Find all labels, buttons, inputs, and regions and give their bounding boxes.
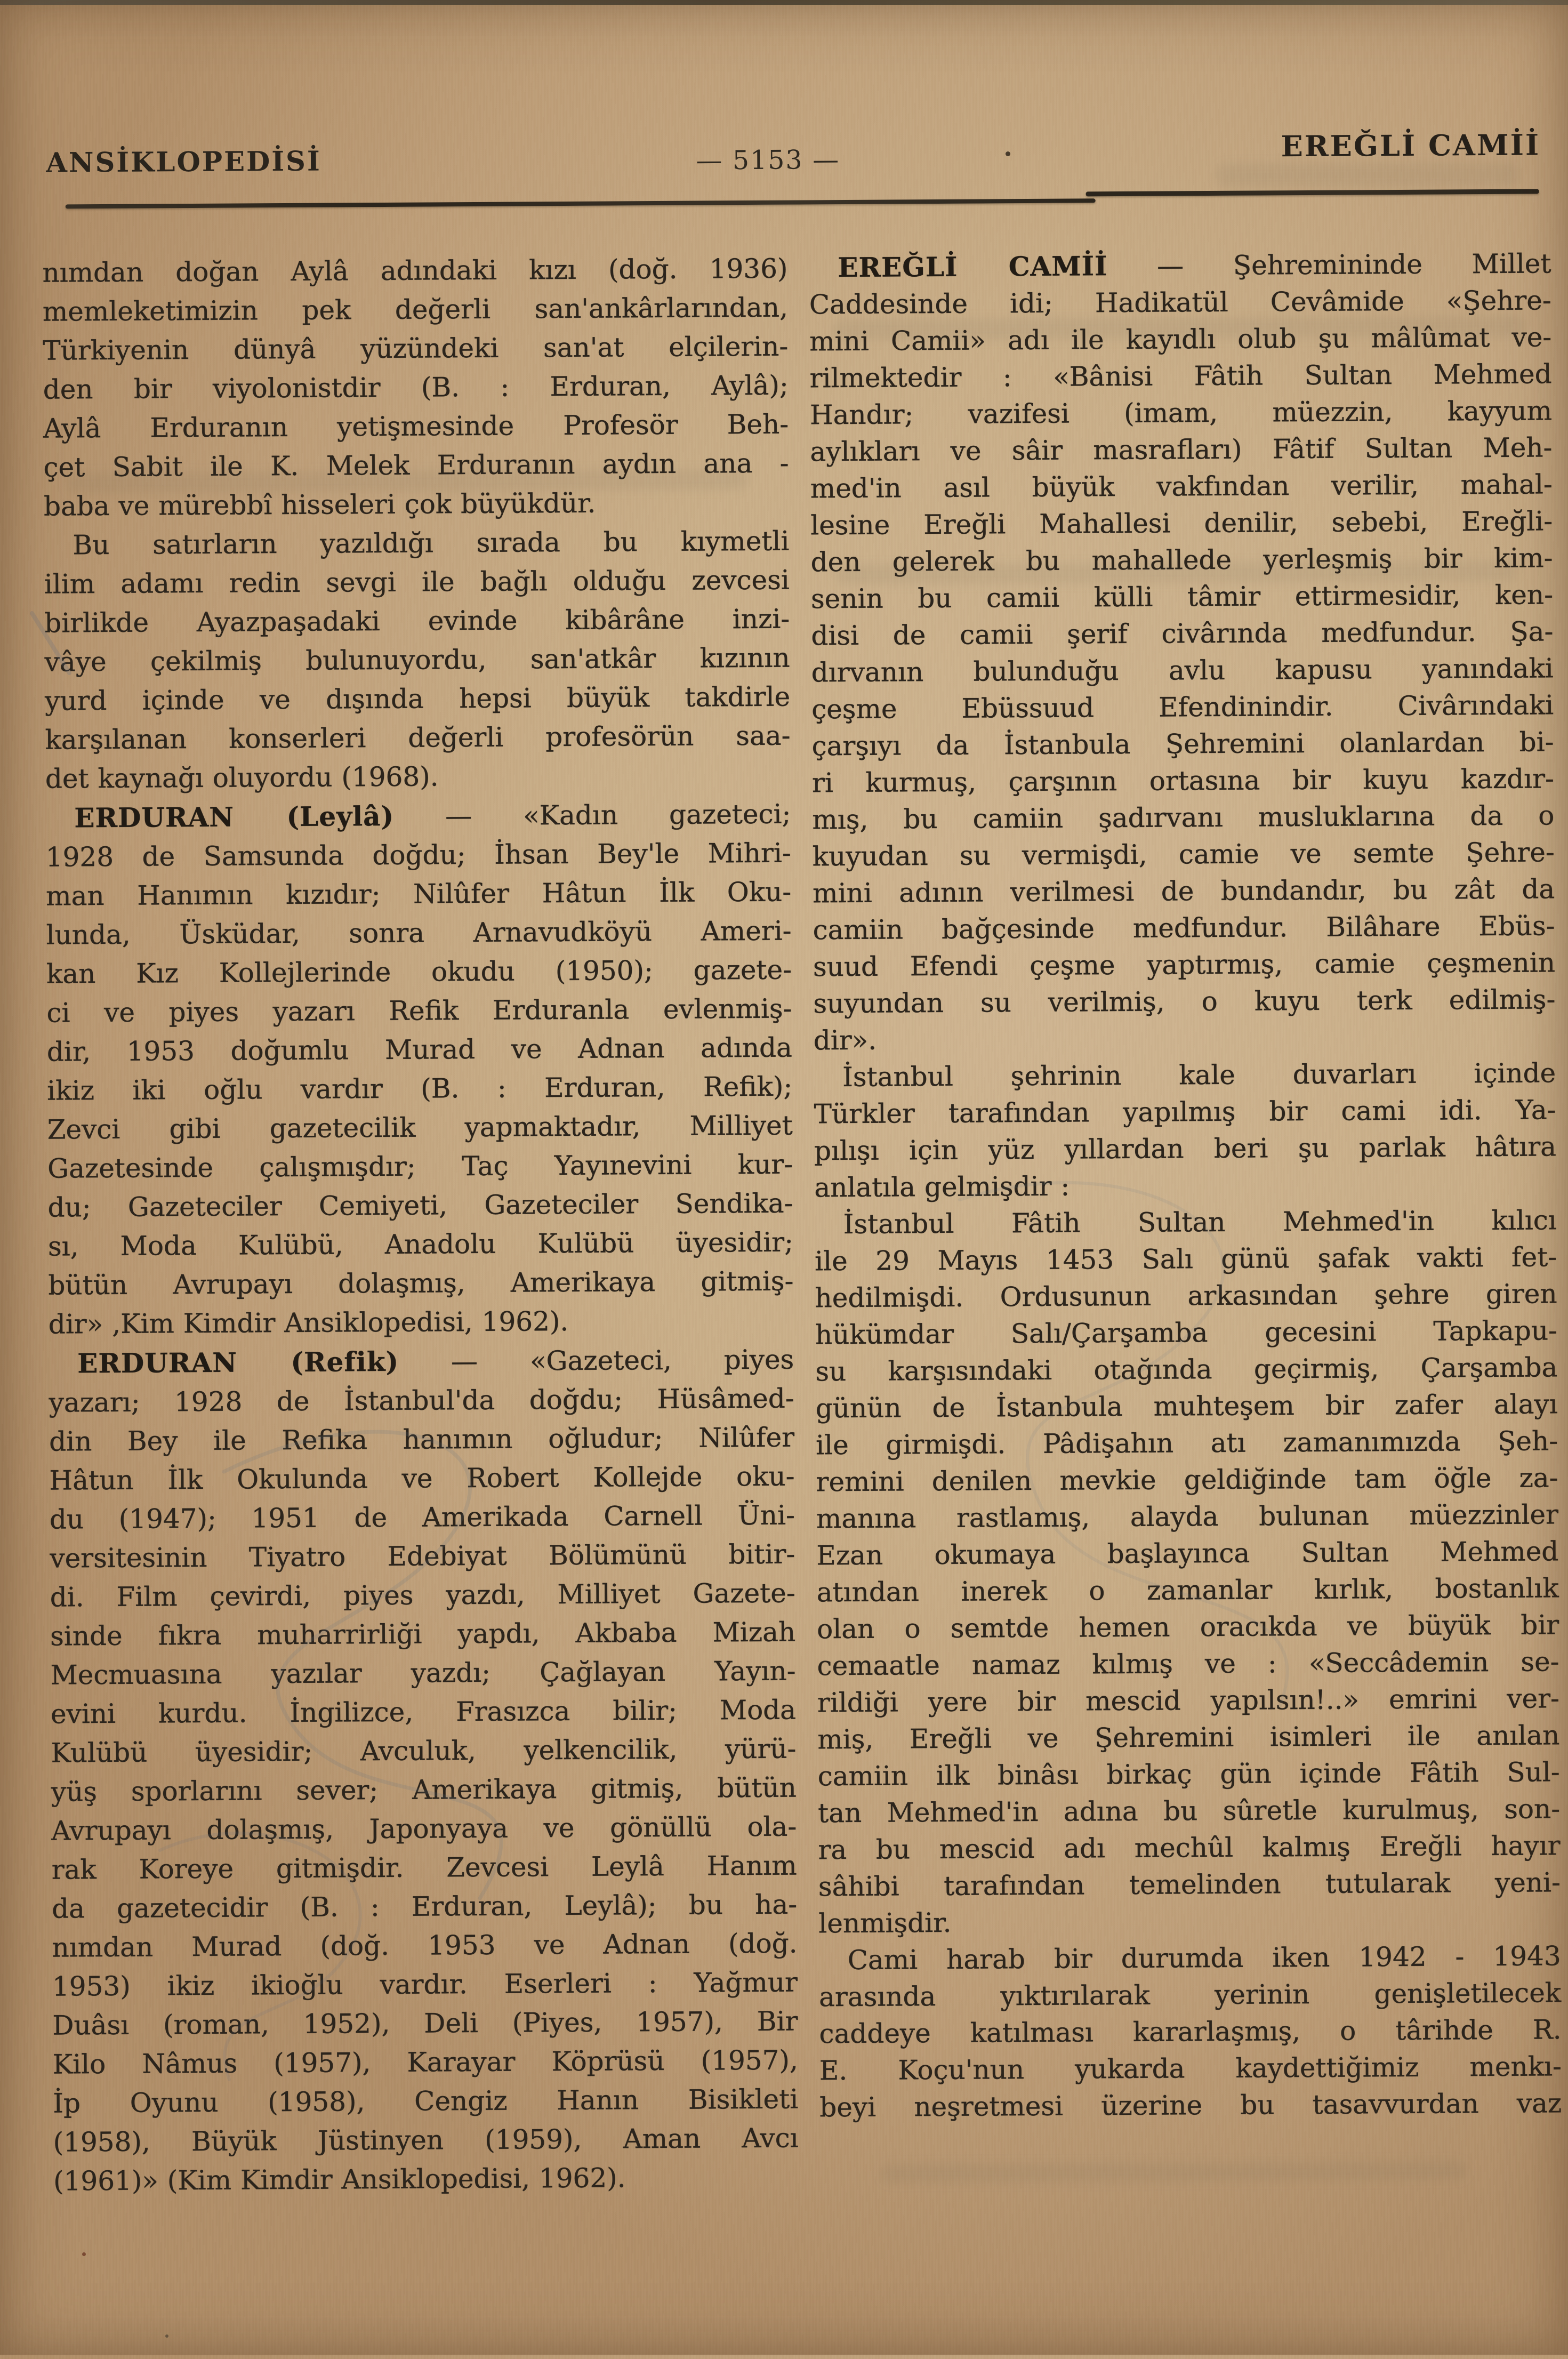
text-line: çarşıyı da İstanbula Şehremini olanlardan bi-	[811, 726, 1554, 762]
text-line: med'in asıl büyük vakfından verilir, mahal-	[810, 469, 1553, 504]
text-line: EREĞLİ CAMİİ — Şehremininde Millet	[838, 248, 1551, 284]
text-line: dir, 1953 doğumlu Murad ve Adnan adında	[46, 1032, 793, 1068]
text-line: hedilmişdi. Ordusunun arkasından şehre giren	[815, 1278, 1557, 1314]
text-line: su karşısındaki otağında geçirmiş, Çarşamba	[815, 1352, 1558, 1387]
text-line: din Bey ile Refika hanımın oğludur; Nilûfer	[49, 1422, 795, 1457]
text-line: yurd içinde ve dışında hepsi büyük takdirle	[44, 681, 791, 717]
text-line: lunda, Üsküdar, sonra Arnavudköyü Ameri-	[46, 915, 792, 951]
text-line: olan o semtde hemen oracıkda ve büyük bir	[816, 1609, 1559, 1645]
text-line: dir».	[813, 1024, 877, 1056]
text-line: caddeye katılması kararlaşmış, o târihde R.	[819, 2014, 1562, 2050]
text-line: 1953) ikiz ikioğlu vardır. Eserleri : Yağmur	[52, 1967, 798, 2002]
text-line: dırvanın bulunduğu avlu kapusu yanındaki	[811, 653, 1554, 688]
text-line: ilim adamı redin sevgi ile bağlı olduğu zevcesi	[44, 564, 790, 600]
text-line: Zevci gibi gazetecilik yapmaktadır, Milliyet	[47, 1110, 793, 1145]
paragraph	[45, 795, 794, 1344]
text-line: bütün Avrupayı dolaşmış, Amerikaya gitmiş-	[48, 1265, 794, 1301]
paragraph	[819, 1938, 1562, 2126]
header-rule-right-segment	[1086, 189, 1539, 196]
text-line: tan Mehmed'in adına bu sûretle kurulmuş, son-	[817, 1793, 1561, 1829]
text-line: Avrupayı dolaşmış, Japonyaya ve gönüllü ola-	[51, 1811, 797, 1847]
paragraph	[809, 245, 1556, 1059]
text-line: lesine Ereğli Mahallesi denilir, sebebi, Ereğli-	[810, 505, 1553, 541]
text-line: pılışı için yüz yıllardan beri şu parlak hâtıra	[814, 1131, 1557, 1167]
text-line: günün de İstanbula muhteşem bir zafer alayı	[815, 1389, 1558, 1424]
text-line: ERDURAN (Leylâ) — «Kadın gazeteci;	[74, 798, 791, 834]
text-line: Duâsı (roman, 1952), Deli (Piyes, 1957), Bir	[52, 2005, 798, 2041]
text-line: sinde fıkra muharrirliği yapdı, Akbaba Mizah	[50, 1616, 796, 1652]
text-line: Cami harab bir durumda iken 1942 - 1943	[847, 1940, 1561, 1976]
text-line: baba ve mürebbî hisseleri çok büyükdür.	[43, 487, 596, 522]
ink-speck	[82, 2252, 86, 2256]
text-line: çeşme Ebüssuud Efendinindir. Civârındaki	[811, 689, 1554, 725]
text-line: di. Film çevirdi, piyes yazdı, Milliyet Gazete-	[50, 1577, 795, 1613]
text-line: beyi neşretmesi üzerine bu tasavvurdan vaz	[819, 2088, 1562, 2123]
text-line: yazarı; 1928 de İstanbul'da doğdu; Hüsâmed-	[49, 1383, 794, 1418]
text-line: ikiz iki oğlu vardır (B. : Erduran, Refik);	[47, 1071, 793, 1106]
text-line: du (1947); 1951 de Amerikada Carnell Üni-	[49, 1499, 795, 1535]
text-line: anlatıla gelmişdir :	[814, 1170, 1070, 1203]
text-line: E. Koçu'nun yukarda kaydettiğimiz menkı-	[819, 2051, 1562, 2087]
text-line: Türkler tarafından yapılmış bir cami idi. Ya-	[814, 1094, 1556, 1130]
text-line: ri kurmuş, çarşının ortasına bir kuyu kazdır-	[811, 763, 1555, 799]
text-line: (1958), Büyük Jüstinyen (1959), Aman Avcı	[53, 2122, 799, 2158]
text-line: karşılanan konserleri değerli profesörün saa-	[45, 720, 791, 756]
paragraph	[814, 1055, 1557, 1206]
text-line: remini denilen mevkie geldiğinde tam öğle za-	[816, 1462, 1558, 1498]
text-line: camiin ilk binâsı birkaç gün içinde Fâtih Sul-	[817, 1756, 1560, 1792]
text-line: İstanbul şehrinin kale duvarları içinde	[842, 1057, 1556, 1093]
text-line: mini Camii» adı ile kayıdlı olub şu mâlûmat ve-	[809, 322, 1552, 357]
text-line: suyundan su verilmiş, o kuyu terk edilmiş-	[813, 984, 1556, 1020]
text-line: Mecmuasına yazılar yazdı; Çağlayan Yayın-	[50, 1655, 796, 1691]
text-line: (1961)» (Kim Kimdir Ansiklopedisi, 1962).	[53, 2162, 626, 2197]
text-line: den bir viyolonistdir (B. : Erduran, Aylâ);	[43, 370, 789, 405]
text-line: memleketimizin pek değerli san'ankârlarından,	[42, 292, 789, 327]
text-line: cemaatle namaz kılmış ve : «Seccâdemin se-	[817, 1646, 1559, 1682]
text-line: disi de camii şerif civârında medfundur. Şa-	[811, 616, 1554, 652]
text-line: sı, Moda Kulübü, Anadolu Kulübü üyesidir;	[47, 1226, 794, 1262]
text-line: arasında yıktırılarak yerinin genişletilecek	[818, 1977, 1562, 2013]
paragraph	[815, 1202, 1561, 1942]
text-line: du; Gazeteciler Cemiyeti, Gazeteciler Sendika-	[47, 1187, 793, 1223]
text-line: aylıkları ve sâir masrafları) Fâtif Sultan Meh-	[810, 432, 1553, 468]
text-line: ci ve piyes yazarı Refik Erduranla evlenmiş-	[46, 993, 792, 1029]
text-line: Gazetesinde çalışmışdır; Taç Yayınevini kur-	[47, 1149, 793, 1184]
text-line: Aylâ Erduranın yetişmesinde Profesör Beh-	[43, 408, 789, 444]
text-line: manına rastlamış, alayda bulunan müezzinler	[816, 1499, 1559, 1535]
ink-bleed-mark	[881, 2161, 1467, 2183]
running-header-article: EREĞLİ CAMİİ	[1281, 127, 1541, 164]
text-line: İp Oyunu (1958), Cengiz Hanın Bisikleti	[53, 2083, 799, 2119]
text-line: den gelerek bu mahallede yerleşmiş bir kim-	[810, 542, 1553, 578]
text-line: rilmektedir : «Bânisi Fâtih Sultan Mehmed	[809, 358, 1552, 394]
header-rule-left-segment	[66, 198, 1096, 208]
running-header-publication: ANSİKLOPEDİSİ	[46, 145, 321, 179]
paragraph	[42, 250, 789, 526]
text-line: atından inerek o zamanlar kırlık, bostanlık	[816, 1572, 1559, 1608]
text-line: versitesinin Tiyatro Edebiyat Bölümünü bitir-	[50, 1538, 795, 1574]
text-line: hükümdar Salı/Çarşamba gecesini Tapkapu-	[815, 1315, 1558, 1351]
text-line: Bu satırların yazıldığı sırada bu kıymetli	[73, 525, 790, 561]
text-line: ile 29 Mayıs 1453 Salı günü şafak vakti fet-	[815, 1241, 1557, 1277]
text-line: Ezan okumaya başlayınca Sultan Mehmed	[816, 1536, 1559, 1571]
text-line: Handır; vazifesi (imam, müezzin, kayyum	[809, 395, 1553, 431]
text-line: ile girmişdi. Pâdişahın atı zamanımızda Şeh-	[815, 1425, 1558, 1461]
text-line: yüş sporlarını sever; Amerikaya gitmiş, bütün	[51, 1772, 797, 1808]
text-line: senin bu camii külli tâmir ettirmesidir, ken-	[810, 579, 1554, 615]
text-line: evini kurdu. İngilizce, Frasızca bilir; Moda	[50, 1694, 797, 1730]
text-line: kuyudan su vermişdi, camie ve semte Şehre-	[812, 837, 1555, 872]
text-line: det kaynağı oluyordu (1968).	[45, 761, 439, 795]
text-line: suud Efendi çeşme yaptırmış, camie çeşmenin	[813, 947, 1556, 983]
text-line: lenmişdir.	[818, 1907, 952, 1939]
text-line: Kulübü üyesidir; Avculuk, yelkencilik, yürü-	[51, 1733, 797, 1769]
text-line: rildiği yere bir mescid yapılsın!..» emrini ver-	[817, 1683, 1560, 1719]
paragraph	[44, 522, 791, 799]
ink-bleed-mark	[1216, 162, 1519, 188]
text-line: da gazetecidir (B. : Erduran, Leylâ); bu ha-	[51, 1889, 798, 1924]
text-line: kan Kız Kollejlerinde okudu (1950); gazete-	[46, 954, 792, 990]
entry-term: EREĞLİ CAMİİ	[838, 250, 1108, 284]
text-line: Türkiyenin dünyâ yüzündeki san'at elçilerin-	[43, 331, 789, 366]
text-line: Kilo Nâmus (1957), Karayar Köprüsü (1957),	[52, 2044, 798, 2080]
ink-speck	[1006, 151, 1010, 156]
text-line: mini adının verilmesi de bundandır, bu zât da	[813, 873, 1555, 909]
text-line: İstanbul Fâtih Sultan Mehmed'in kılıcı	[843, 1205, 1557, 1240]
text-line: çet Sabit ile K. Melek Erduranın aydın ana -	[43, 447, 789, 483]
text-column-right	[809, 245, 1562, 2126]
text-line: nımdan doğan Aylâ adındaki kızı (doğ. 1936)	[42, 253, 788, 288]
text-line: ERDURAN (Refik) — «Gazeteci, piyes	[77, 1344, 794, 1379]
text-line: ra bu mescid adı mechûl kalmış Ereğli hayır	[818, 1830, 1561, 1866]
text-line: miş, Ereğli ve Şehremini isimleri ile anılan	[817, 1720, 1560, 1755]
text-line: Hâtun İlk Okulunda ve Robert Kollejde oku-	[49, 1461, 795, 1496]
text-column-left	[42, 250, 799, 2201]
text-line: mış, bu camiin şadırvanı musluklarına da o	[812, 800, 1555, 836]
text-line: camiin bağçesinde medfundur. Bilâhare Ebüs-	[813, 910, 1555, 946]
text-line: 1928 de Samsunda doğdu; İhsan Bey'le Mihri-	[45, 837, 791, 873]
text-line: dir» ,Kim Kimdir Ansiklopedisi, 1962).	[48, 1305, 569, 1340]
text-line: rak Koreye gitmişdir. Zevcesi Leylâ Hanım	[51, 1850, 797, 1885]
paragraph	[49, 1340, 799, 2201]
text-line: vâye çekilmiş bulunuyordu, san'atkâr kızının	[44, 642, 790, 678]
text-line: sâhibi tarafından temelinden tutularak yeni-	[818, 1867, 1561, 1903]
text-line: man Hanımın kızıdır; Nilûfer Hâtun İlk Oku-	[46, 876, 792, 912]
text-line: birlikde Ayazpaşadaki evinde kibârâne inzi-	[44, 603, 790, 639]
text-line: nımdan Murad (doğ. 1953 ve Adnan (doğ.	[52, 1928, 798, 1963]
entry-term: ERDURAN (Leylâ)	[74, 800, 395, 834]
page-number: — 5153 —	[696, 145, 840, 176]
ink-speck	[165, 2334, 168, 2338]
text-line: Caddesinde idi; Hadikatül Cevâmide «Şehre-	[809, 285, 1551, 320]
entry-term: ERDURAN (Refik)	[77, 1345, 399, 1379]
